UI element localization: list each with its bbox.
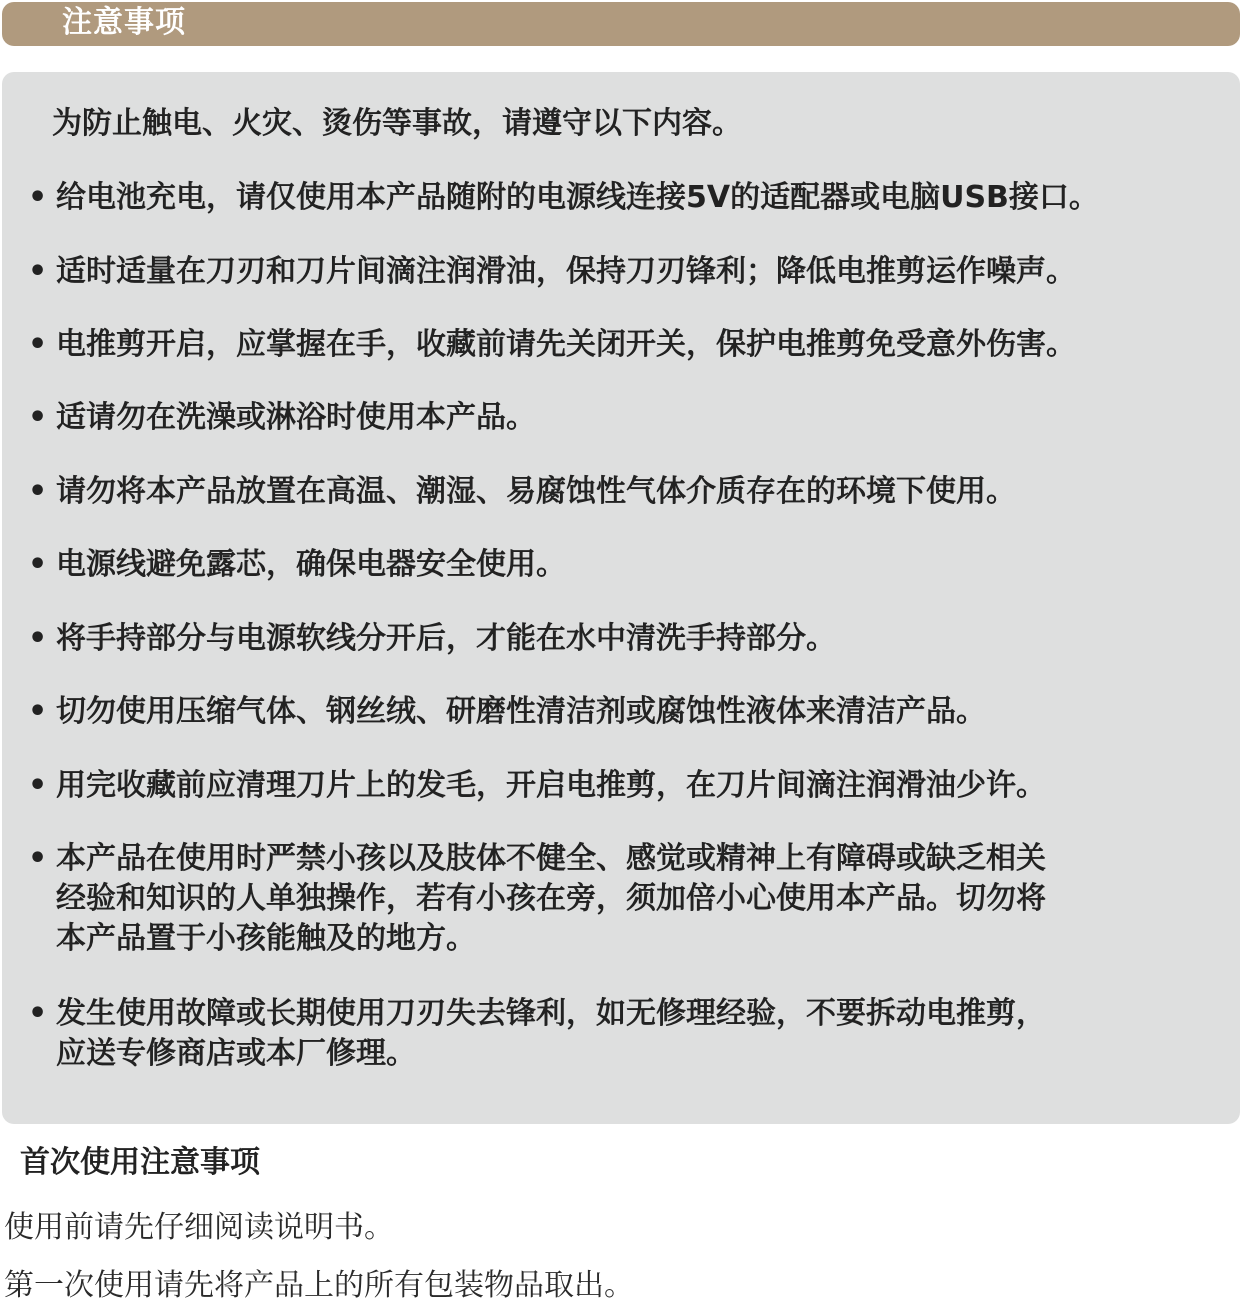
- list-item-text: 切勿使用压缩气体、钢丝绒、研磨性清洁剂或腐蚀性液体来清洁产品。: [56, 694, 986, 729]
- bullet-icon: •: [28, 841, 48, 876]
- list-item-text: 发生使用故障或长期使用刀刃失去锋利，如无修理经验，不要拆动电推剪， 应送专修商店或本厂修理。: [56, 996, 1046, 1071]
- list-item-text: 给电池充电，请仅使用本产品随附的电源线连接5V的适配器或电脑USB接口。: [56, 180, 1099, 215]
- bullet-icon: •: [28, 254, 48, 289]
- first-use-line: 使用前请先仔细阅读说明书。: [4, 1210, 394, 1245]
- list-item: [28, 619, 1228, 659]
- bullet-icon: •: [28, 327, 48, 362]
- list-item: [28, 252, 1228, 292]
- bullet-icon: •: [28, 768, 48, 803]
- list-item: [28, 545, 1228, 585]
- list-item: [28, 472, 1228, 512]
- list-item-text: 将手持部分与电源软线分开后，才能在水中清洗手持部分。: [56, 621, 836, 656]
- list-item-text: 适请勿在洗澡或淋浴时使用本产品。: [56, 400, 536, 435]
- list-item: [28, 325, 1228, 365]
- list-item: [28, 994, 1228, 1074]
- notice-panel: [2, 72, 1240, 1124]
- header-bar: [2, 2, 1240, 46]
- list-item: [28, 766, 1228, 806]
- bullet-icon: •: [28, 996, 48, 1031]
- first-use-title: 首次使用注意事项: [20, 1145, 260, 1180]
- list-item-text: 电源线避免露芯，确保电器安全使用。: [56, 547, 566, 582]
- first-use-line: 第一次使用请先将产品上的所有包装物品取出。: [4, 1268, 634, 1303]
- list-item-text: 电推剪开启，应掌握在手，收藏前请先关闭开关，保护电推剪免受意外伤害。: [56, 327, 1076, 362]
- list-item: [28, 178, 1228, 218]
- list-item-text: 用完收藏前应清理刀片上的发毛，开启电推剪，在刀片间滴注润滑油少许。: [56, 768, 1046, 803]
- section-title: 注意事项: [62, 5, 186, 40]
- bullet-icon: •: [28, 621, 48, 656]
- bullet-icon: •: [28, 694, 48, 729]
- list-item-text: 适时适量在刀刃和刀片间滴注润滑油，保持刀刃锋利；降低电推剪运作噪声。: [56, 254, 1076, 289]
- list-item-text: 本产品在使用时严禁小孩以及肢体不健全、感觉或精神上有障碍或缺乏相关 经验和知识的人单独操作，若有小孩在旁，须加倍小心使用本产品。切勿将 本产品置于小孩能触及的地方。: [56, 841, 1046, 956]
- list-item: [28, 692, 1228, 732]
- bullet-icon: •: [28, 547, 48, 582]
- list-item-text: 请勿将本产品放置在高温、潮湿、易腐蚀性气体介质存在的环境下使用。: [56, 474, 1016, 509]
- list-item: [28, 839, 1228, 959]
- bullet-icon: •: [28, 180, 48, 215]
- list-item: [28, 398, 1228, 438]
- bullet-icon: •: [28, 400, 48, 435]
- notice-intro: 为防止触电、火灾、烫伤等事故，请遵守以下内容。: [52, 106, 742, 141]
- bullet-icon: •: [28, 474, 48, 509]
